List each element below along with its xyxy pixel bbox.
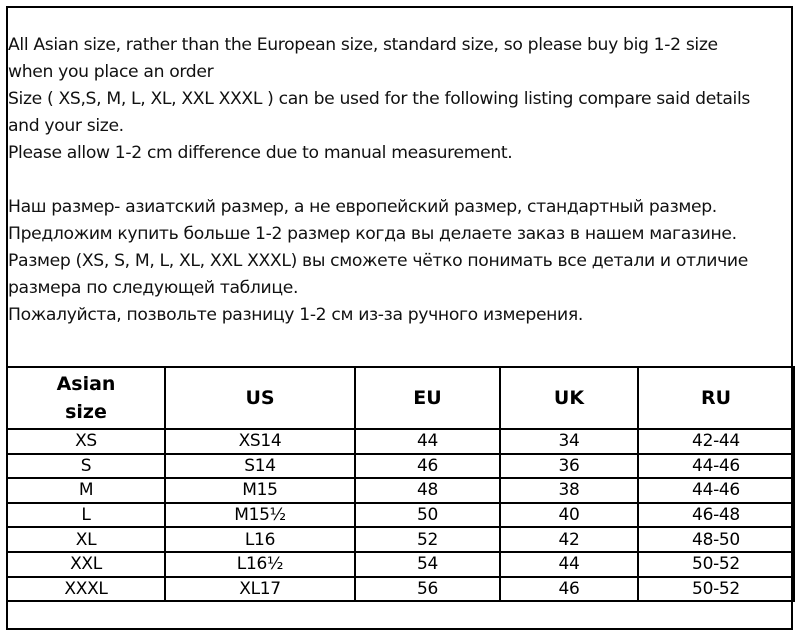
cell-asian-size: XL bbox=[7, 527, 165, 552]
cell-eu: 50 bbox=[355, 503, 500, 528]
cell-us: S14 bbox=[165, 454, 355, 479]
note-ru-line: Предложим купить больше 1-2 размер когда вы делаете заказ в нашем магазине. bbox=[8, 224, 737, 244]
cell-uk: 38 bbox=[500, 478, 638, 503]
header-us: US bbox=[165, 367, 355, 429]
cell-eu: 48 bbox=[355, 478, 500, 503]
note-ru-line: Размер (XS, S, M, L, XL, XXL XXXL) вы сможете чётко понимать все детали и отличие bbox=[8, 251, 748, 271]
note-en-line: All Asian size, rather than the European size, standard size, so please buy big 1-2 size bbox=[8, 35, 718, 55]
size-table bbox=[6, 366, 795, 602]
header-ru: RU bbox=[638, 367, 794, 429]
cell-eu: 44 bbox=[355, 429, 500, 454]
note-en-line: Size ( XS,S, M, L, XL, XXL XXXL ) can be used for the following listing compare said details bbox=[8, 89, 750, 109]
cell-asian-size: XXL bbox=[7, 552, 165, 577]
cell-ru: 46-48 bbox=[638, 503, 794, 528]
header-eu: EU bbox=[355, 367, 500, 429]
note-ru-line: размера по следующей таблице. bbox=[8, 278, 299, 298]
cell-us: XS14 bbox=[165, 429, 355, 454]
cell-asian-size: M bbox=[7, 478, 165, 503]
note-en-line: Please allow 1-2 cm difference due to manual measurement. bbox=[8, 143, 513, 163]
cell-asian-size: S bbox=[7, 454, 165, 479]
cell-ru: 48-50 bbox=[638, 527, 794, 552]
cell-ru: 50-52 bbox=[638, 552, 794, 577]
size-notes bbox=[8, 32, 788, 329]
cell-asian-size: XS bbox=[7, 429, 165, 454]
note-en-line: when you place an order bbox=[8, 62, 214, 82]
note-en-line: and your size. bbox=[8, 116, 124, 136]
cell-us: M15 bbox=[165, 478, 355, 503]
table-row bbox=[7, 454, 794, 479]
cell-ru: 50-52 bbox=[638, 577, 794, 602]
cell-uk: 44 bbox=[500, 552, 638, 577]
cell-us: L16½ bbox=[165, 552, 355, 577]
header-asian-size: Asian size bbox=[7, 367, 165, 429]
cell-eu: 56 bbox=[355, 577, 500, 602]
cell-uk: 40 bbox=[500, 503, 638, 528]
table-row bbox=[7, 552, 794, 577]
cell-us: M15½ bbox=[165, 503, 355, 528]
table-row bbox=[7, 429, 794, 454]
cell-ru: 42-44 bbox=[638, 429, 794, 454]
note-ru-line: Пожалуйста, позвольте разницу 1-2 см из-за ручного измерения. bbox=[8, 305, 583, 325]
header-uk: UK bbox=[500, 367, 638, 429]
cell-eu: 54 bbox=[355, 552, 500, 577]
cell-ru: 44-46 bbox=[638, 478, 794, 503]
cell-ru: 44-46 bbox=[638, 454, 794, 479]
table-row bbox=[7, 577, 794, 602]
cell-uk: 46 bbox=[500, 577, 638, 602]
cell-eu: 46 bbox=[355, 454, 500, 479]
table-row bbox=[7, 478, 794, 503]
cell-uk: 34 bbox=[500, 429, 638, 454]
table-row bbox=[7, 503, 794, 528]
cell-asian-size: XXXL bbox=[7, 577, 165, 602]
cell-asian-size: L bbox=[7, 503, 165, 528]
note-ru-line: Наш размер- азиатский размер, а не европейский размер, стандартный размер. bbox=[8, 197, 717, 217]
cell-us: XL17 bbox=[165, 577, 355, 602]
cell-us: L16 bbox=[165, 527, 355, 552]
notes-spacer bbox=[8, 167, 788, 194]
cell-uk: 42 bbox=[500, 527, 638, 552]
size-table-header-row bbox=[7, 367, 794, 429]
table-row bbox=[7, 527, 794, 552]
cell-eu: 52 bbox=[355, 527, 500, 552]
cell-uk: 36 bbox=[500, 454, 638, 479]
